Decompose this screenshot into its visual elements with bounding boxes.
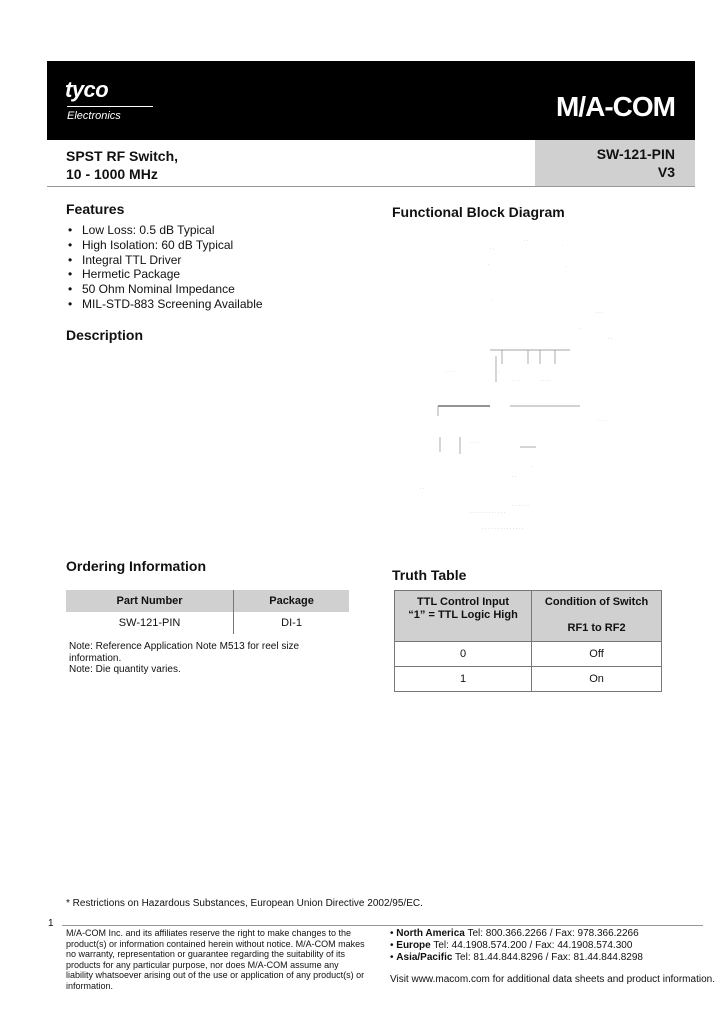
cell-control: 1: [395, 667, 532, 692]
ordering-notes: [69, 641, 309, 676]
title-line-2: 10 - 1000 MHz: [66, 166, 158, 182]
features-list: [68, 223, 263, 312]
contact-asia-pacific: • Asia/Pacific Tel: 81.44.844.8296 / Fax: 81.44.844.8298: [390, 952, 643, 963]
truth-table: [394, 590, 662, 692]
region-phone: Tel: 81.44.844.8296 / Fax: 81.44.844.8298: [455, 952, 643, 963]
cell-condition: On: [532, 667, 662, 692]
disclaimer: M/A-COM Inc. and its affiliates reserve the right to make changes to the product(s) or information contained herein without notice. M/A-COM makes no warranty, representation or guarantee regarding the suitability of its products for any particular purpose, nor does M/A-COM assume any liability whatsoever arising out of the use or application of any product(s) or information.: [66, 928, 365, 991]
feature-item: • 50 Ohm Nominal Impedance: [68, 282, 263, 297]
footer-rule: [62, 925, 703, 926]
svg-text:· · ·: · · ·: [446, 369, 454, 375]
feature-item: • Integral TTL Driver: [68, 253, 263, 268]
region-label: Asia/Pacific: [396, 952, 453, 963]
table-row: [395, 642, 662, 667]
contact-north-america: • North America Tel: 800.366.2266 / Fax: 978.366.2266: [390, 928, 639, 939]
col-condition: [532, 591, 662, 642]
cell-part-number: SW-121-PIN: [118, 617, 181, 629]
svg-text:· · · · · ·: · · · · · ·: [512, 503, 529, 509]
page-number: 1: [48, 918, 54, 929]
note-2: Note: Die quantity varies.: [69, 664, 181, 675]
svg-text:· ·: · ·: [512, 474, 517, 480]
svg-text:· · · · · · · · · · · · · ·: · · · · · · · · · · · · · ·: [482, 526, 524, 532]
col-ttl-control: [395, 591, 532, 642]
contact-list: [390, 928, 643, 964]
region-phone: Tel: 800.366.2266 / Fax: 978.366.2266: [467, 928, 639, 939]
cell-condition: Off: [532, 642, 662, 667]
svg-text:· ·: · ·: [495, 370, 500, 376]
svg-text:·: ·: [565, 264, 567, 270]
features-heading: Features: [66, 201, 125, 217]
ordering-table: [66, 590, 349, 634]
logo-rule: [67, 106, 153, 107]
ordering-heading: Ordering Information: [66, 558, 206, 574]
svg-text:· · ·: · · ·: [470, 440, 478, 446]
description-heading: Description: [66, 327, 144, 343]
condition-label: Condition of Switch: [544, 596, 649, 608]
table-header-row: [395, 591, 662, 642]
cell-control: 0: [395, 642, 532, 667]
svg-text:·: ·: [492, 298, 494, 304]
header-banner: [47, 61, 695, 140]
col-part-number: Part Number: [66, 590, 234, 612]
region-label: North America: [396, 928, 465, 939]
svg-text:·: ·: [532, 464, 534, 470]
svg-text:· ·: · ·: [524, 238, 529, 244]
svg-text:·: ·: [562, 243, 564, 249]
rf-path-label: RF1 to RF2: [567, 622, 626, 634]
feature-item: • Hermetic Package: [68, 267, 263, 282]
svg-text:· .: · .: [490, 246, 495, 252]
svg-text:· ·: · ·: [420, 486, 425, 492]
table-header-row: [66, 590, 349, 612]
region-label: Europe: [396, 940, 431, 951]
svg-text:· · ·: · · ·: [512, 378, 520, 384]
feature-item: • MIL-STD-883 Screening Available: [68, 297, 263, 312]
ttl-control-label: TTL Control Input: [417, 596, 510, 608]
part-number: SW-121-PIN: [596, 146, 675, 162]
tyco-logo: tyco: [65, 77, 109, 102]
title-line-1: SPST RF Switch,: [66, 148, 179, 164]
col-package: Package: [234, 590, 349, 612]
contact-europe: • Europe Tel: 44.1908.574.200 / Fax: 44.1908.574.300: [390, 940, 633, 951]
version: V3: [657, 164, 675, 180]
feature-item: • High Isolation: 60 dB Typical: [68, 238, 263, 253]
ttl-logic-label: “1” = TTL Logic High: [408, 609, 518, 621]
tyco-subtitle: Electronics: [67, 110, 121, 122]
title-rule: [47, 186, 695, 187]
svg-text:·: ·: [488, 262, 490, 268]
website-note[interactable]: Visit www.macom.com for additional data sheets and product information.: [390, 974, 715, 985]
block-diagram: [420, 232, 660, 542]
region-phone: Tel: 44.1908.574.200 / Fax: 44.1908.574.300: [433, 940, 633, 951]
svg-text:· · ·: · · ·: [595, 310, 603, 316]
note-1: Note: Reference Application Note M513 for reel size information.: [69, 641, 300, 664]
feature-item: • Low Loss: 0.5 dB Typical: [68, 223, 263, 238]
truth-table-heading: Truth Table: [392, 567, 467, 583]
svg-text:·: ·: [580, 326, 582, 332]
block-diagram-heading: Functional Block Diagram: [392, 204, 565, 220]
part-number-box: [535, 140, 695, 186]
svg-text:· · ·: · · ·: [598, 418, 606, 424]
product-title: [66, 147, 178, 183]
svg-text:· · · · · · · · · · · ·: · · · · · · · · · · · ·: [470, 510, 506, 516]
svg-text:· · · ·: · · · ·: [540, 378, 551, 384]
rohs-footnote: * Restrictions on Hazardous Substances, European Union Directive 2002/95/EC.: [66, 898, 423, 909]
table-row: [66, 612, 349, 634]
macom-logo: M/A-COM: [556, 91, 675, 122]
cell-package: DI-1: [234, 612, 349, 634]
svg-text:· ·: · ·: [608, 336, 613, 342]
table-row: [395, 667, 662, 692]
